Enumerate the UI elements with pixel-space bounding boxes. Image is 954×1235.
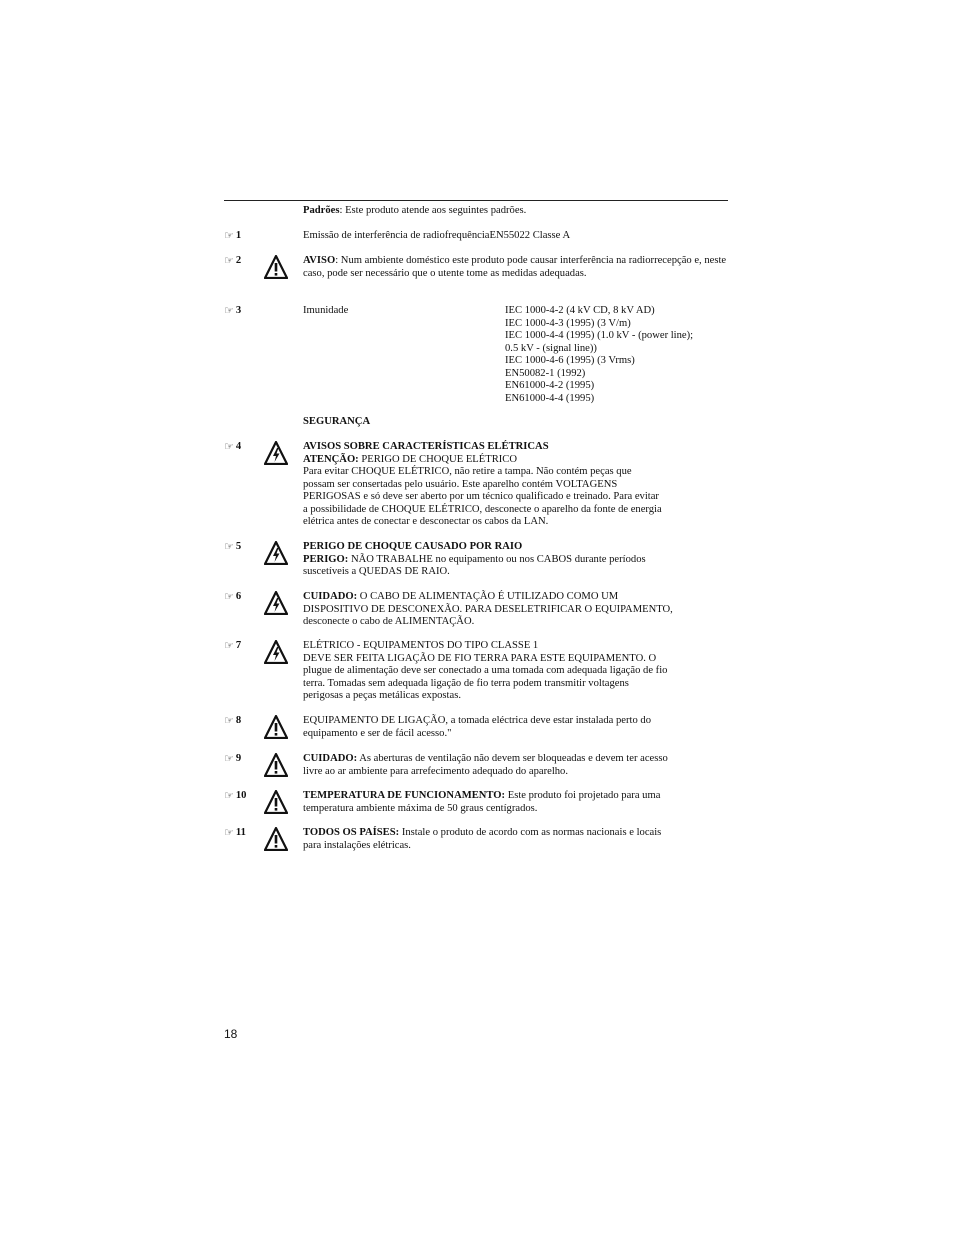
immunity-value: IEC 1000-4-2 (4 kV CD, 8 kV AD) [505,305,655,316]
item-marker [224,827,246,840]
warning-label: CUIDADO: [303,591,358,602]
item-text: desconecte o cabo de ALIMENTAÇÃO. [303,616,475,627]
item-text: equipamento e ser de fácil acesso." [303,727,452,739]
item-marker [224,753,241,766]
warning-label: TODOS OS PAÍSES: [303,827,400,838]
item-text: terra. Tomadas sem adequada ligação de fio terra podem transmitir voltagens [303,677,629,689]
item-number: 5 [235,541,242,552]
lightning-warning-icon [264,441,288,465]
pointing-hand-icon: ☞ [224,752,234,765]
item-number: 2 [235,255,242,266]
immunity-value: IEC 1000-4-4 (1995) (1.0 kV - (power line); [505,330,694,341]
pointing-hand-icon: ☞ [224,304,234,317]
safety-heading: SEGURANÇA [303,416,371,427]
item-marker [224,230,241,243]
pointing-hand-icon: ☞ [224,254,234,267]
item-marker [224,255,241,268]
immunity-value: EN61000-4-4 (1995) [505,392,595,404]
item-number: 4 [235,441,242,452]
item-text: livre ao ar ambiente para arrefecimento adequado do aparelho. [303,765,568,777]
pointing-hand-icon: ☞ [224,590,234,603]
standards-label: Padrões [303,205,340,216]
item-title: PERIGO DE CHOQUE CAUSADO POR RAIO [303,541,523,552]
immunity-value: EN50082-1 (1992) [505,367,586,379]
item-number: 1 [235,230,242,241]
page-number: 18 [224,1027,238,1041]
immunity-value: IEC 1000-4-6 (1995) (3 Vrms) [505,355,635,366]
item-text: DEVE SER FEITA LIGAÇÃO DE FIO TERRA PARA ESTE EQUIPAMENTO. O [303,652,657,664]
warning-label: AVISO [303,255,336,266]
item-text: DISPOSITIVO DE DESCONEXÃO. PARA DESELETRIFICAR O EQUIPAMENTO, [303,603,673,615]
exclamation-warning-icon [264,255,288,279]
item-text: a possibilidade de CHOQUE ELÉTRICO, desconecte o aparelho da fonte de energia [303,503,662,515]
immunity-value: IEC 1000-4-3 (1995) (3 V/m) [505,317,631,329]
exclamation-warning-icon [264,827,288,851]
standards-text: : Este produto atende aos seguintes padrões. [339,205,527,216]
item-text: PERIGO DE CHOQUE ELÉTRICO [358,453,518,465]
immunity-value: 0.5 kV - (signal line)) [505,342,597,354]
item-text: NÃO TRABALHE no equipamento ou nos CABOS durante períodos [348,553,646,565]
item-number: 9 [235,753,242,764]
exclamation-warning-icon [264,715,288,739]
item-text: suscetíveis a QUEDAS DE RAIO. [303,566,450,577]
item-marker [224,640,241,653]
lightning-warning-icon [264,640,288,664]
pointing-hand-icon: ☞ [224,826,234,839]
pointing-hand-icon: ☞ [224,714,234,727]
immunity-value: EN61000-4-2 (1995) [505,380,595,391]
item-marker [224,790,246,803]
pointing-hand-icon: ☞ [224,789,234,802]
lightning-warning-icon [264,591,288,615]
warning-label: ATENÇÃO: [303,453,359,465]
immunity-values [505,305,735,405]
item-number: 6 [235,591,242,602]
pointing-hand-icon: ☞ [224,229,234,242]
exclamation-warning-icon [264,753,288,777]
item-text: para instalações elétricas. [303,839,411,851]
item-text: Emissão de interferência de radiofrequênciaEN55022 Classe A [303,230,571,241]
item-number: 7 [235,640,242,651]
item-number: 3 [235,305,242,316]
top-rule [224,200,728,201]
item-marker [224,305,241,318]
item-text: plugue de alimentação deve ser conectado a uma tomada com adequada ligação de fio [303,665,668,676]
item-text: ELÉTRICO - EQUIPAMENTOS DO TIPO CLASSE 1 [303,640,539,651]
pointing-hand-icon: ☞ [224,540,234,553]
item-number: 11 [235,827,246,838]
item-text: temperatura ambiente máxima de 50 graus centígrados. [303,802,538,814]
item-marker [224,541,241,554]
warning-label: PERIGO: [303,553,349,565]
pointing-hand-icon: ☞ [224,440,234,453]
item-title: AVISOS SOBRE CARACTERÍSTICAS ELÉTRICAS [303,441,549,452]
lightning-warning-icon [264,541,288,565]
warning-label: TEMPERATURA DE FUNCIONAMENTO: [303,790,506,801]
item-text: O CABO DE ALIMENTAÇÃO É UTILIZADO COMO UM [357,591,619,602]
item-number: 10 [235,790,247,801]
item-marker [224,441,241,454]
exclamation-warning-icon [264,790,288,814]
pointing-hand-icon: ☞ [224,639,234,652]
item-text: : Num ambiente doméstico este produto pode causar interferência na radiorrecepção e, neste caso, pode ser necessário que o utente tome as medidas adequadas. [303,255,727,279]
item-text: Para evitar CHOQUE ELÉTRICO, não retire a tampa. Não contém peças que [303,466,632,477]
item-text: EQUIPAMENTO DE LIGAÇÃO, a tomada eléctrica deve estar instalada perto do [303,715,652,726]
item-text: Instale o produto de acordo com as normas nacionais e locais [399,827,662,838]
item-text: PERIGOSAS e só deve ser aberto por um técnico qualificado e treinado. Para evitar [303,491,659,502]
warning-label: CUIDADO: [303,753,358,764]
item-text: Este produto foi projetado para uma [505,790,661,801]
immunity-label: Imunidade [303,305,349,316]
item-marker [224,591,241,604]
item-text: As aberturas de ventilação não devem ser bloqueadas e devem ter acesso [357,753,668,764]
item-text: perigosas a peças metálicas expostas. [303,690,461,701]
item-text: elétrica antes de conectar e desconectar os cabos da LAN. [303,516,549,527]
item-number: 8 [235,715,242,726]
item-marker [224,715,241,728]
item-text: possam ser consertadas pelo usuário. Este aparelho contém VOLTAGENS [303,478,618,490]
